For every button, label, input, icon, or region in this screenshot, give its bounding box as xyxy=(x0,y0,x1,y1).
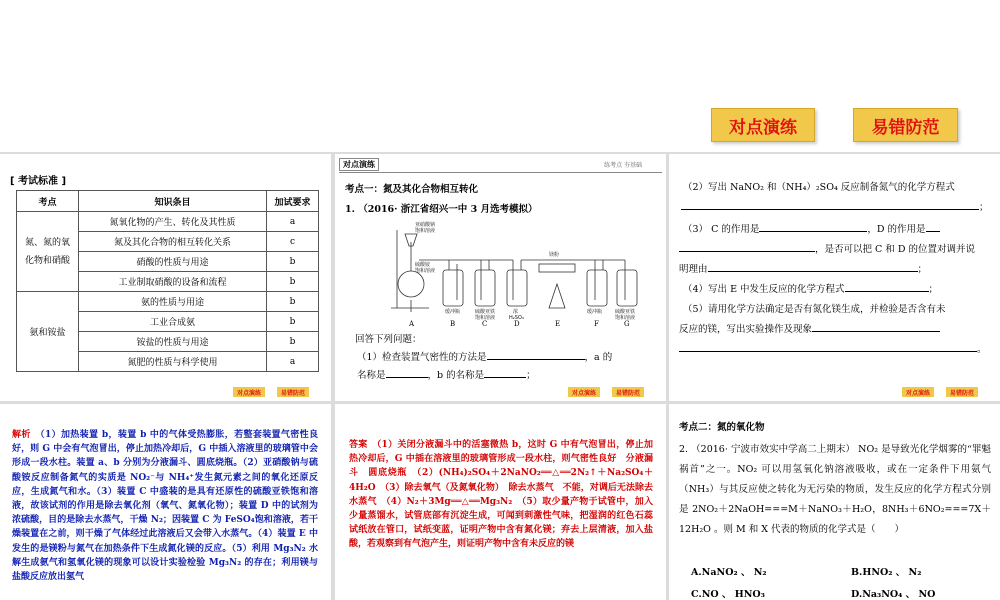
label-ferrous-g-sat: 饱和溶液 xyxy=(615,315,636,321)
option-a[interactable]: A.NaNO₂ 、 N₂ xyxy=(691,567,767,578)
table-cell: a xyxy=(267,352,319,372)
apparatus-diagram xyxy=(389,220,659,328)
exam-standards-title: [ 考试标准 ] xyxy=(10,176,67,187)
table-cell: b xyxy=(267,272,319,292)
label-ferrous-c-sat: 饱和溶液 xyxy=(475,315,496,321)
mini-practice-button[interactable]: 对点演练 xyxy=(233,387,265,397)
option-d[interactable]: D.Na₃NO₄ 、 NO xyxy=(851,589,936,600)
q2-text: （2）写出 NaNO₂ 和（NH₄）₂SO₄ 反应制备氮气的化学方程式 xyxy=(683,182,955,193)
label-ammonium-sat: 饱和溶液 xyxy=(415,268,436,274)
mini-mistakes-button[interactable]: 易错防范 xyxy=(277,387,309,397)
table-header: 知识条目 xyxy=(79,191,267,212)
topic-title: 考点一：氮及其化合物相互转化 xyxy=(345,184,479,195)
standards-table xyxy=(16,190,319,372)
table-header: 考点 xyxy=(17,191,79,212)
label-ferrous-c: 硫酸亚铁 xyxy=(475,309,496,315)
section-label: 对点演练 xyxy=(339,158,379,171)
table-cell: 硝酸的性质与用途 xyxy=(79,252,267,272)
label-F: F xyxy=(594,320,599,328)
table-cell: c xyxy=(267,232,319,252)
option-b[interactable]: B.HNO₂ 、 N₂ xyxy=(851,567,922,578)
slide-practice-q2[interactable] xyxy=(669,404,1000,600)
mini-nav xyxy=(233,387,309,397)
table-cell: 氮氧化物的产生、转化及其性质 xyxy=(79,212,267,232)
question-title: 1. （2016· 浙江省绍兴一中 3 月选考模拟） xyxy=(345,204,538,215)
label-buffer-b: 缓冲瓶 xyxy=(445,309,461,315)
top-band xyxy=(0,0,1000,152)
label-h2so4: H₂SO₄ xyxy=(509,315,524,321)
mini-mistakes-button[interactable]: 易错防范 xyxy=(612,387,644,397)
slide-answer[interactable] xyxy=(335,404,666,600)
mini-nav xyxy=(902,387,978,397)
q5-line2: 反应的镁，写出实验操作及现象 xyxy=(679,322,940,338)
option-c[interactable]: C.NO 、 HNO₃ xyxy=(691,589,765,600)
group-cell: 氮、氮的氧化物和硝酸 xyxy=(17,212,79,292)
slide-analysis[interactable] xyxy=(0,404,331,600)
table-cell: 工业合成氨 xyxy=(79,312,267,332)
analysis-paragraph: 解析 （1）加热装置 b，装置 b 中的气体受热膨胀，若整套装置气密性良好，则 G 中会有气泡冒出，停止加热冷却后，G 中插入溶液里的玻璃管中会形成一段水柱。装置 a、b 分别为分液漏斗、圆底烧瓶。（2）亚硝酸钠与硫酸铵反应制备氮气的实质是 NO₂⁻与 NH₄⁺发生氮元素之间的氧化还原反应，生成氮气和水。（3）装置 C 中盛装的是具有还原性的硫酸亚铁饱和溶液，故该试剂的作用是除去氧化剂（氧气、氮氧化物）；装置 D 中的试剂为浓硫酸，目的是除去水蒸气，干燥 N₂；因装置 C 为 FeSO₄饱和溶液，若干燥装置在之前，则干燥了气体经过此溶液后又会带入水蒸气。（4）装置 E 中发生的是镁粉与氮气在加热条件下生成氮化镁的反应。（5）利用 Mg₃N₂ 水解生成氨气和氢氧化镁的现象可以设计实验检验 Mg₃N₂ 的存在；利用镁与盐酸反应放出氢气 xyxy=(12,430,318,583)
table-cell: b xyxy=(267,332,319,352)
q1-line2: 名称是 ，b 的名称是 ； xyxy=(357,370,536,381)
table-cell: 氮及其化合物的相互转化关系 xyxy=(79,232,267,252)
table-cell: b xyxy=(267,292,319,312)
table-cell: 铵盐的性质与用途 xyxy=(79,332,267,352)
mini-nav xyxy=(568,387,644,397)
q5-line1: （5）请用化学方法确定是否有氮化镁生成，并检验是否含有未 xyxy=(683,304,946,315)
q3-line3: 明理由 ； xyxy=(679,264,928,275)
label-C: C xyxy=(482,320,488,328)
question-text: 2. （2016· 宁波市效实中学高二上期末） NO₂ 是导致光化学烟雾的“罪魁祸首”之一。NO₂ 可以用氢氧化钠溶液吸收，或在一定条件下用氨气（NH₃）与其反应使之转化为无污染的物质，发生反应的化学方程式分别是 2NO₂＋2NaOH===M＋NaNO₃＋H₂O，8NH₃＋6NO₂===7X＋12H₂O 。则 M 和 X 代表的物质的化学式是（ ） xyxy=(679,444,991,535)
mini-mistakes-button[interactable]: 易错防范 xyxy=(946,387,978,397)
label-E: E xyxy=(555,320,561,328)
label-A: A xyxy=(409,320,415,328)
label-nitrite-sat: 饱和溶液 xyxy=(415,228,436,234)
group-cell: 氨和铵盐 xyxy=(17,292,79,372)
practice-tab-button[interactable]: 对点演练 xyxy=(711,108,815,142)
label-nitrite: 亚硝酸钠 xyxy=(415,222,436,228)
label-buffer-f: 缓冲瓶 xyxy=(587,309,603,315)
table-cell: b xyxy=(267,252,319,272)
slide-practice-q1[interactable] xyxy=(335,154,666,401)
q3-line2: ，是否可以把 C 和 D 的位置对调并说 xyxy=(679,242,975,258)
table-cell: 氨的性质与用途 xyxy=(79,292,267,312)
q4-text: （4）写出 E 中发生反应的化学方程式 ； xyxy=(683,284,939,295)
table-cell: 氮肥的性质与科学使用 xyxy=(79,352,267,372)
mini-practice-button[interactable]: 对点演练 xyxy=(568,387,600,397)
prompt-text: 回答下列问题： xyxy=(355,334,422,345)
table-cell: 工业制取硝酸的设备和流程 xyxy=(79,272,267,292)
table-cell: b xyxy=(267,312,319,332)
q2-answer-line: ； xyxy=(681,200,991,216)
table-header: 加试要求 xyxy=(267,191,319,212)
label-D: D xyxy=(514,320,520,328)
label-mg: 镁粉 xyxy=(549,252,560,258)
q3-line1: （3） C 的作用是 ，D 的作用是 xyxy=(683,222,940,238)
mini-practice-button[interactable]: 对点演练 xyxy=(902,387,934,397)
slide-exam-standards[interactable] xyxy=(0,154,331,401)
header-divider xyxy=(339,172,662,173)
mistakes-tab-button[interactable]: 易错防范 xyxy=(853,108,958,142)
label-B: B xyxy=(450,320,456,328)
answer-paragraph: 答案 （1）关闭分液漏斗中的活塞微热 b，这时 G 中有气泡冒出，停止加热冷却后，G 中插在溶液里的玻璃管形成一段水柱，则气密性良好 分液漏斗 圆底烧瓶 （2）(NH₄)₂SO₄＋2NaNO₂══△══2N₂↑＋Na₂SO₄＋4H₂O （3）除去氧气（及氮氧化物） 除去水蒸气 不能，对调后无法除去水蒸气 （4）N₂＋3Mg══△══Mg₃N₂ （5）取少量产物于试管中，加入少量蒸馏水，试管底部有沉淀生成，可闻到刺激性气味，把湿润的红色石蕊试纸放在管口，试纸变蓝，证明产物中含有氮化镁；弃去上层清液，加入盐酸，若观察到有气泡产生，则证明产物中含有未反应的镁 xyxy=(349,440,653,550)
label-G: G xyxy=(624,320,630,328)
label-conc: 浓 xyxy=(513,309,519,315)
topic-title: 考点二：氮的氧化物 xyxy=(679,422,765,433)
label-ferrous-g: 硫酸亚铁 xyxy=(615,309,636,315)
label-ammonium: 硫酸铵 xyxy=(415,262,431,268)
table-cell: a xyxy=(267,212,319,232)
slide-practice-q1-cont[interactable] xyxy=(669,154,1000,401)
q1-line1: （1）检查装置气密性的方法是 ，a 的 xyxy=(357,352,613,363)
q5-line3: 。 xyxy=(679,342,987,358)
section-subtitle: 练考点 夯基础 xyxy=(604,162,642,169)
